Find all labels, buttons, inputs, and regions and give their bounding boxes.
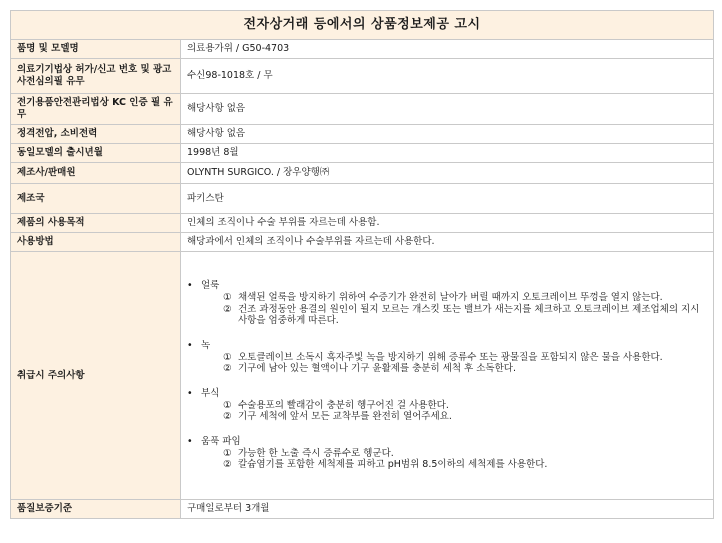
care-section-title: 부식 [201, 387, 220, 399]
care-section-rust [187, 340, 707, 375]
care-section-pitting [187, 436, 707, 471]
care-instructions [181, 252, 714, 500]
row-label-rated-voltage: 정격전압, 소비전력 [11, 125, 181, 144]
row-label-usage: 사용방법 [11, 233, 181, 252]
row-value-release-date: 1998년 8월 [181, 144, 714, 163]
list-item [187, 448, 707, 460]
item-number: ② [223, 363, 232, 375]
title-row [11, 11, 714, 40]
item-number: ② [223, 459, 232, 471]
table-row [11, 40, 714, 59]
table-row [11, 94, 714, 125]
table-row [11, 233, 714, 252]
row-label-country: 제조국 [11, 184, 181, 214]
item-text: 가능한 한 노출 즉시 증류수로 헹군다. [238, 447, 394, 459]
item-text: 기구에 남아 있는 혈액이나 기구 윤활제를 충분히 세척 후 소독한다. [238, 363, 516, 375]
bullet-icon: • [187, 280, 193, 292]
item-text: 칼슘염기를 포함한 세척제를 피하고 pH범위 8.5이하의 세척제를 사용한다. [238, 459, 548, 471]
bullet-icon: • [187, 339, 193, 351]
item-number: ① [223, 292, 232, 304]
table-row [11, 163, 714, 184]
row-label-product-name: 품명 및 모델명 [11, 40, 181, 59]
item-number: ② [223, 303, 232, 315]
care-section-corrosion [187, 388, 707, 423]
list-item [187, 352, 707, 364]
row-label-kc-cert: 전기용품안전관리법상 KC 인증 필 유무 [11, 94, 181, 125]
row-label-purpose: 제품의 사용목적 [11, 214, 181, 233]
product-info-table [10, 10, 714, 519]
item-text: 기구 세척에 앞서 모든 교착부를 완전히 열어주세요. [238, 411, 452, 423]
item-number: ② [223, 411, 232, 423]
row-value-product-name: 의료용가위 / G50-4703 [181, 40, 714, 59]
item-number: ① [223, 447, 232, 459]
row-label-permit-number: 의료기기법상 허가/신고 번호 및 광고사전심의필 유무 [11, 59, 181, 94]
list-item [187, 304, 707, 327]
row-value-permit-number: 수신98-1018호 / 무 [181, 59, 714, 94]
item-number: ① [223, 351, 232, 363]
table-row [11, 252, 714, 500]
row-label-manufacturer: 제조사/판매원 [11, 163, 181, 184]
table-row [11, 184, 714, 214]
list-item [187, 411, 707, 423]
table-row [11, 125, 714, 144]
table-row [11, 59, 714, 94]
row-value-warranty: 구매일로부터 3개월 [181, 500, 714, 519]
care-section-title: 녹 [201, 339, 211, 351]
item-text: 채색된 얼룩을 방지하기 위하여 수증기가 완전히 날아가 버릴 때까지 오토크레이브 뚜껑을 열지 않는다. [238, 292, 663, 304]
row-label-warranty: 품질보증기준 [11, 500, 181, 519]
list-item [187, 363, 707, 375]
care-section-title: 움푹 파임 [201, 435, 241, 447]
table-row [11, 144, 714, 163]
item-number: ① [223, 399, 232, 411]
care-section-stain [187, 280, 707, 327]
row-value-manufacturer: OLYNTH SURGICO. / 장우양행㈜ [181, 163, 714, 184]
page-title: 전자상거래 등에서의 상품정보제공 고시 [11, 11, 714, 40]
table-row [11, 214, 714, 233]
row-label-release-date: 동일모델의 출시년월 [11, 144, 181, 163]
list-item [187, 400, 707, 412]
row-value-usage: 해당과에서 인체의 조직이나 수술부위를 자르는데 사용한다. [181, 233, 714, 252]
list-item [187, 292, 707, 304]
row-value-kc-cert: 해당사항 없음 [181, 94, 714, 125]
bullet-icon: • [187, 387, 193, 399]
row-value-purpose: 인체의 조직이나 수술 부위를 자르는데 사용함. [181, 214, 714, 233]
item-text: 오토클레이브 소독시 흑자주빛 녹을 방지하기 위해 증류수 또는 광물질을 포함되지 않은 물을 사용한다. [238, 351, 663, 363]
table-row [11, 500, 714, 519]
item-text: 수술용포의 빨래감이 충분히 헹구어진 걸 사용한다. [238, 399, 449, 411]
care-section-title: 얼룩 [201, 280, 220, 292]
product-info-notice [10, 10, 713, 519]
list-item [187, 459, 707, 471]
row-value-country: 파키스탄 [181, 184, 714, 214]
row-value-rated-voltage: 해당사항 없음 [181, 125, 714, 144]
row-label-care: 취급시 주의사항 [11, 252, 181, 500]
item-text: 건조 과정동안 용결의 원인이 될지 모르는 개스킷 또는 밸브가 새는지를 체크하고 오토크레이브 제조업체의 지시사항을 엄중하게 따른다. [238, 303, 700, 327]
bullet-icon: • [187, 435, 193, 447]
